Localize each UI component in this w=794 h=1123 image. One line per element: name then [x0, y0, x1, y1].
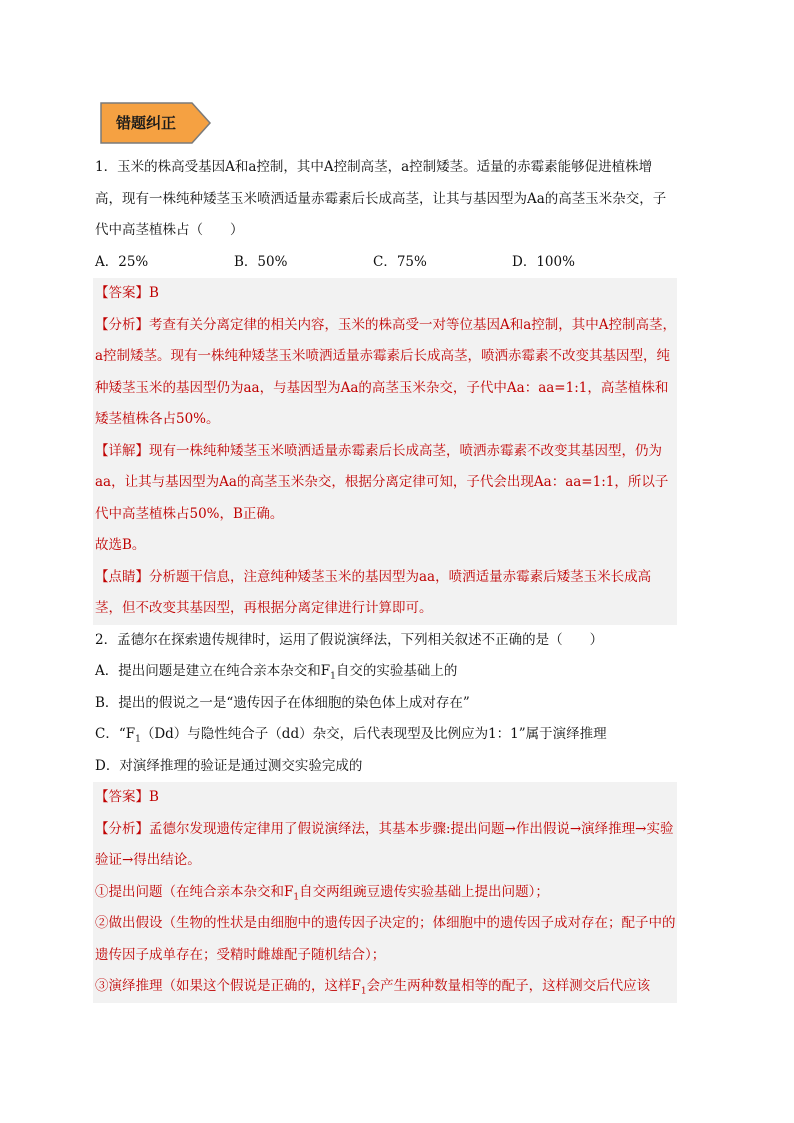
- q2-step-1: [93, 877, 677, 909]
- q1-option-a: A．25%: [95, 253, 149, 270]
- section-banner: [100, 102, 210, 144]
- q1-detail: [93, 436, 677, 531]
- subscript: 1: [135, 734, 141, 745]
- q1-option-d: D．100%: [512, 253, 575, 270]
- answer-value: B: [149, 789, 159, 805]
- q1-solution-block: [93, 278, 677, 625]
- subscript: 1: [293, 892, 300, 903]
- comment-text: 分析题干信息，注意纯种矮茎玉米的基因型为aa，喷洒适量赤霉素后矮茎玉米长成高茎，但不改变其基因型，再根据分离定律进行计算即可。: [95, 568, 652, 616]
- q2-option-a-text2: 自交的实验基础上的: [335, 663, 458, 679]
- step-3-text2: 会产生两种数量相等的配子，这样测交后代应该: [366, 978, 651, 994]
- q2-option-c: [93, 719, 677, 751]
- q2-answer: [93, 782, 677, 814]
- q2-option-c-text2: （Dd）与隐性纯合子（dd）杂交，后代表现型及比例应为1：1”属于演绎推理: [140, 726, 607, 742]
- q1-option-c: C．75%: [373, 253, 427, 270]
- analysis-text: 孟德尔发现遗传定律用了假说演绎法，其基本步骤:提出问题→作出假说→演绎推理→实验验证→得出结论。: [95, 820, 674, 868]
- banner-label: 错题纠正: [115, 114, 176, 132]
- q2-option-d: D．对演绎推理的验证是通过测交实验完成的: [95, 757, 363, 774]
- comment-tag: 【点睛】: [95, 568, 149, 585]
- q2-option-b: B．提出的假说之一是“遗传因子在体细胞的染色体上成对存在”: [95, 694, 470, 711]
- detail-tag: 【详解】: [95, 442, 149, 459]
- subscript: 1: [360, 986, 367, 997]
- q2-solution-block: [93, 782, 677, 1003]
- q2-step-3: [93, 971, 677, 1003]
- step-3-text1: ③演绎推理（如果这个假说是正确的，这样F: [95, 978, 361, 994]
- q1-comment: [93, 562, 677, 625]
- q1-choose: 故选B。: [95, 537, 146, 553]
- answer-value: B: [149, 285, 159, 301]
- answer-tag: 【答案】: [95, 285, 149, 301]
- step-1-text1: ①提出问题（在纯合亲本杂交和F: [95, 883, 294, 900]
- q1-analysis: [93, 310, 677, 436]
- q1-option-b: B．50%: [234, 253, 288, 270]
- step-1-text2: 自交两组豌豆遗传实验基础上提出问题）；: [299, 883, 549, 900]
- detail-text: 现有一株纯种矮茎玉米喷洒适量赤霉素后长成高茎，喷洒赤霉素不改变其基因型，仍为aa，让其与基因型为Aa的高茎玉米杂交，根据分离定律可知，子代会出现Aa：aa=1:1，所以子代中高茎植株占50%，B正确。: [95, 442, 669, 522]
- q1-options: [93, 247, 677, 279]
- q2-stem: 2．孟德尔在探索遗传规律时，运用了假说演绎法，下列相关叙述不正确的是（ ）: [95, 631, 604, 648]
- q1-answer: [93, 278, 677, 310]
- analysis-text: 考查有关分离定律的相关内容，玉米的株高受一对等位基因A和a控制，其中A控制高茎，a控制矮茎。现有一株纯种矮茎玉米喷洒适量赤霉素后长成高茎，喷洒赤霉素不改变其基因型，纯种矮茎玉米的基因型仍为aa，与基因型为Aa的高茎玉米杂交，子代中Aa：aa=1:1，高茎植株和矮茎植株各占50%。: [95, 316, 677, 427]
- analysis-tag: 【分析】: [95, 820, 149, 837]
- q1-stem: 1．玉米的株高受基因A和a控制，其中A控制高茎，a控制矮茎。适量的赤霉素能够促进植株增高，现有一株纯种矮茎玉米喷洒适量赤霉素后长成高茎，让其与基因型为Aa的高茎玉米杂交，子代中高茎植株占（ ）: [95, 159, 667, 238]
- subscript: 1: [330, 671, 336, 682]
- document-body: [93, 152, 677, 1003]
- q2-analysis: [93, 814, 677, 877]
- q2-step-2: ②做出假设（生物的性状是由细胞中的遗传因子决定的；体细胞中的遗传因子成对存在；配子中的遗传因子成单存在；受精时雌雄配子随机结合）；: [95, 915, 676, 963]
- q2-option-c-text1: C．“F: [95, 726, 136, 742]
- q2-option-a-text1: A．提出问题是建立在纯合亲本杂交和F: [95, 663, 331, 679]
- analysis-tag: 【分析】: [95, 316, 149, 333]
- q2-option-a: [93, 656, 677, 688]
- answer-tag: 【答案】: [95, 789, 149, 805]
